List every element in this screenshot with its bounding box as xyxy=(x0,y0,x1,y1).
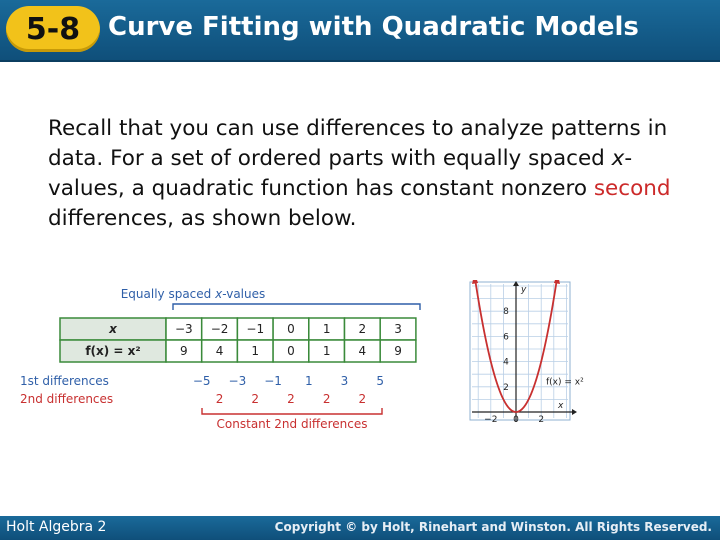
body-paragraph xyxy=(48,114,688,234)
second-difference-value: 2 xyxy=(322,392,331,406)
table-value: 1 xyxy=(322,322,331,336)
table-value: −2 xyxy=(210,322,229,336)
table-row-label: x xyxy=(109,322,117,336)
second-difference-value: 2 xyxy=(215,392,224,406)
differences-table-figure xyxy=(20,280,440,440)
y-tick-label: 8 xyxy=(503,307,509,318)
x-axis-label: x xyxy=(558,401,564,411)
first-difference-value: 1 xyxy=(304,374,313,388)
second-difference-value: 2 xyxy=(287,392,295,406)
x-tick-label: 0 xyxy=(513,415,519,425)
top-label-var: x xyxy=(215,287,223,301)
first-difference-value: −3 xyxy=(228,374,247,388)
bottom-label: Constant 2nd differences xyxy=(216,417,368,431)
slide-title: Curve Fitting with Quadratic Models xyxy=(108,12,639,42)
lesson-number-badge: 5-8 xyxy=(6,6,100,52)
x-tick-label: −2 xyxy=(484,415,498,425)
second-differences-label: 2nd differences xyxy=(20,392,114,406)
body-text-part-3: differences, as shown below. xyxy=(48,206,357,231)
table-value: 2 xyxy=(358,322,367,336)
table-value: 0 xyxy=(287,322,295,336)
table-value: 4 xyxy=(215,344,224,358)
table-value: −1 xyxy=(246,322,265,336)
function-label: f(x) = x² xyxy=(546,377,584,388)
body-text-part-2: -values, a quadratic function has constant nonzero xyxy=(48,146,633,201)
y-tick-label: 6 xyxy=(503,332,509,343)
footer-copyright: Copyright © by Holt, Rinehart and Winston. All Rights Reserved. xyxy=(274,520,712,534)
bottom-bracket xyxy=(202,408,382,414)
second-difference-value: 2 xyxy=(251,392,260,406)
footer-bar xyxy=(0,516,720,540)
y-tick-label: 4 xyxy=(503,357,509,368)
table-value: 4 xyxy=(358,344,367,358)
body-text-part-1: Recall that you can use differences to analyze patterns in data. For a set of ordered parts with equally spaced xyxy=(48,116,668,171)
top-label-pre: Equally spaced xyxy=(120,287,216,301)
y-axis-label: y xyxy=(521,285,527,295)
x-axis-arrow xyxy=(572,409,577,415)
table-value: −3 xyxy=(174,322,193,336)
table-value: 3 xyxy=(394,322,402,336)
y-tick-label: 2 xyxy=(503,382,509,393)
highlighted-word-second: second xyxy=(593,176,671,201)
second-difference-value: 2 xyxy=(358,392,367,406)
table-value: 1 xyxy=(322,344,331,358)
title-bar xyxy=(0,0,720,62)
first-difference-value: 5 xyxy=(376,374,385,388)
first-difference-value: −5 xyxy=(192,374,211,388)
table-value: 9 xyxy=(394,344,402,358)
first-difference-value: 3 xyxy=(340,374,349,388)
top-label xyxy=(121,287,266,301)
table-value: 0 xyxy=(287,344,295,358)
x-tick-label: 2 xyxy=(538,415,545,425)
parabola-graph-figure xyxy=(468,280,618,426)
top-label-post: -values xyxy=(222,287,266,301)
footer-course-label: Holt Algebra 2 xyxy=(6,519,107,535)
first-difference-value: −1 xyxy=(264,374,282,388)
table-value: 1 xyxy=(251,344,260,358)
x-variable: x xyxy=(611,146,625,171)
table-row-label: f(x) = x² xyxy=(85,344,141,358)
top-bracket xyxy=(173,304,420,310)
table-value: 9 xyxy=(180,344,188,358)
first-differences-label: 1st differences xyxy=(20,374,109,388)
